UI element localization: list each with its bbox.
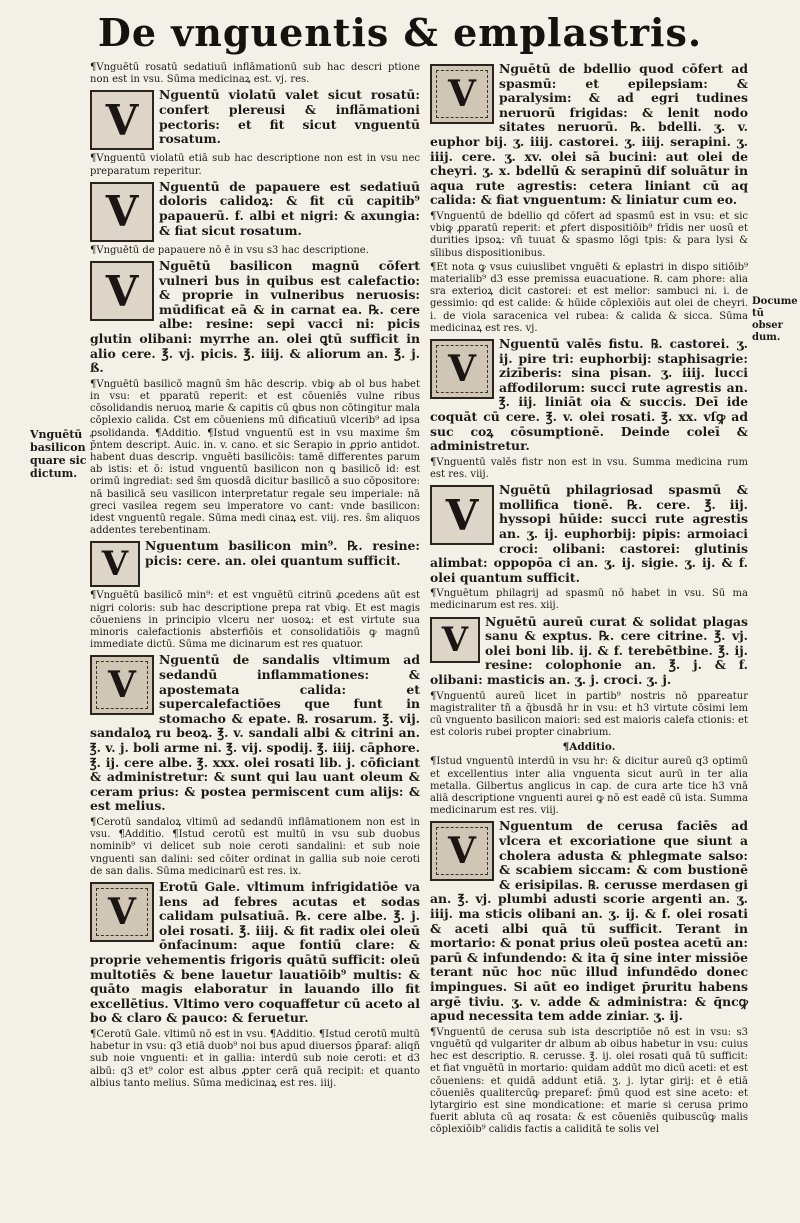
commentary-text: ¶Et nota ꝙ vsus cuiuslibet vnguēti & eplastri in dispo sitiōib⁹ materialib⁹ d3 esse premissa euacuatione. ℞. cam phore: alia sra exterioꝝ dicit castorei: et est melior: sambuci ni. i. de gessimio: qd est calide: & hūide cōplexiōis aut olei de cheyri. i. de viola saracenica vel rubea: & calida & sicca. Sūma medicinaꝝ est res. vj. xyxy=(430,261,748,334)
commentary-text: ¶Vnguētū rosatū sedatiuū inflāmationū sub hac descri ptione non est in vsu. Sūma medicinaꝝ est. vj. res. xyxy=(90,62,420,86)
entry-text: Nguentum de cerusa faciēs ad vlcera et excoriatione que siunt a cholera adusta & phlegmate salso: & scabiem siccam: & com bustionē & erisipilas. ℞. cerusse merdasen gi an. ℥. vj. plumbi adusti scorie argenti an. ʒ. iiij. ma sticis olibani an. ʒ. ij. & f. olei rosati & aceti albi quā tū sufficit. Terant in mortario: & ponat prius oleū postea acetū an: parū & infundendo: & ita q̄ sine inter missiōe terant nūc hoc nūc illud infundēdo donec impingues. Si aūt eo indiget p̄ruritu habens argē tiviu. ʒ. v. adde & administra: & q̄ncꝙ apud necessita tem adde ziniar. ʒ. ij. xyxy=(430,818,748,1024)
right-column-paragraph xyxy=(430,741,748,754)
right-column-paragraph xyxy=(430,211,748,260)
decorated-initial-v: V xyxy=(90,655,154,715)
entry-text: Nguentū valēs fistu. ℞. castorei. ʒ. ij. pire tri: euphorbij: staphisagrie: zizīberis: sina pisan. ʒ. iiij. lucci affodilorum: succi rute agrestis an. ℥. iij. liniāt oia & succis. Deī ide coquāt cū cere. ℥. v. olei rosati. ℥. xx. vſꝙ ad suc coꝝ cōsumptionē. Deinde coleī & administretur. xyxy=(430,335,748,454)
entry-text: Nguētū philagriosad spasmū & mollifica tionē. ℞. cere. ℥. iij. hyssopi hūide: succi rute agrestis an. ʒ. ij. euphorbij: pipis: armoiaci croci: olibani: castorei: glutinis alimbat: oppopōa ci an. ʒ. ij. sigie. ʒ. ij. & f. olei quantum sufficit. xyxy=(430,482,748,585)
right-column-paragraph xyxy=(430,62,748,209)
commentary-text: ¶Vnguentū de cerusa sub ista descriptiōe nō est in vsu: s3 vnguētū qd vulgariter dr album ab oibus habetur in vsu: cuius hec est descriptio. ℞. cerusse. ℥. ij. olei rosati quā tū sufficit: et fiat vnguētū in mortario: quidam addūt mo dicū aceti: et est cōueniens: et quidā addunt etiā. ʒ. j. lytar girij: et ē etiā cōueniēs qualitercūꝙ prepareť: p̄mū quod est sine aceto: et lytargirio est sine mondicatione: et marie si cerusa primo fuerit abluta cū aq rosata: & est cōueniēs quibuscūꝙ malis cōplexiōib⁹ calidis factis a caliditā te solis vel xyxy=(430,1026,748,1136)
commentary-text: ¶Vnguentū aureū licet in partib⁹ nostris nō ppareatur magistraliter tñ a q̄busdā hr in vsu: et h3 virtute cōsimi lem cū vnguento basilicon maiori: sed est maioris calefa ctionis: et est coloris rubei propter cinabrium. xyxy=(430,690,748,739)
left-column-paragraph xyxy=(90,259,420,377)
entry-text: Nguentū de sandalis vltimum ad sedandū inflammationes: & apostemata calida: et supercalefactiōes que funt in stomacho & epate. ℞. rosarum. ℥. vij. sandaloꝝ ru beoꝝ. ℥. v. sandali albi & citrini an. ℥. v. j. boli arme ni. ℥. vij. spodij. ℥. iiij. cāphore. ℥. ij. cere albe. ℥. xxx. olei rosati lib. j. cōficiant & administretur: & sunt qui lau uant oleum & ceram prius: & postea permiscent cum alijs: & est melius. xyxy=(90,652,420,814)
left-column-paragraph xyxy=(90,180,420,243)
entry-text: Nguentū violatū valet sicut rosatū: confert plereusi & inflāmationi pectoris: et fit sicut vnguentū rosatum. xyxy=(159,87,420,147)
entry-text: Nguētū de bdellio quod cōfert ad spasmū: et epilepsiam: & paralysim: & ad egri tudines neruorū frigidas: & lenit nodo sitates neruorū. ℞. bdelli. ʒ. v. euphor bij. ʒ. iiij. castorei. ʒ. iiij. serapini. ʒ. iiij. cere. ʒ. xv. olei sā bucini: aut olei de cheyri. ʒ. x. bdellū & serapinū dif soluātur in aqua rute agrestis: cetera liniant cū aq calida: & fiat vnguentum: & liniatur cum eo. xyxy=(430,61,748,208)
right-column xyxy=(430,62,748,1139)
decorated-initial-v: V xyxy=(430,339,494,399)
page-title: De vnguentis & emplastris. xyxy=(97,10,703,55)
decorated-initial-v: V xyxy=(430,617,480,663)
right-column-paragraph xyxy=(430,588,748,612)
entry-text: Nguētū basilicon magnū cōfert vulneri bus in quibus est calefactio: & proprie in vulneribus neruosis: mūdificat eā & in carnat ea. ℞. cere albe: resine: sepi vacci ni: picis glutin olibani: myrrhe an. olei ꝗtū sufficit in alio cere. ℥. vj. picis. ℥. iiij. & aliorum an. ℥. j. ß. xyxy=(90,258,420,376)
entry-text: Nguētū aureū curat & solidat plagas sanu & exptus. ℞. cere citrine. ℥. vj. olei boni lib. ij. & f. terebētbine. ℥. ij. resine: colophonie an. ℥. j. & f. olibani: masticis an. ʒ. j. croci. ʒ. j. xyxy=(430,613,748,688)
commentary-text: ¶Cerotū sandaloꝝ vltimū ad sedandū inflāmationem non est in vsu. ¶Additio. ¶Istud cerotū est multū in vsu sub duobus nominib⁹ vi delicet sub noie ceroti sandalini: et sub noie vnguenti san dalini: sed cōiter ordinat in gallia sub noie ceroti de san dalis. Sūma medicinarū est res. ix. xyxy=(90,816,420,877)
right-column-paragraph xyxy=(430,457,748,481)
decorated-initial-v: V xyxy=(90,261,154,321)
commentary-text: ¶Vnguētum philagrij ad spasmū nō habet in vsu. Sū ma medicinarum est res. xiij. xyxy=(430,588,748,612)
commentary-text: ¶Vnguentū violatū etiā sub hac descriptione non est in vsu nec preparatum reperitur. xyxy=(90,153,420,177)
entry-text: Erotū Gale. vltimum infrigidatiōe va lens ad febres acutas et sodas calidam pulsatiuā. ℞. cere albe. ℥. j. olei rosati. ℥. iiij. & fit radix olei oleū ōnfacinum: aque fontiū clare: & proprie vehementis frigoris quātū sufficit: oleū multotiēs & bene lauetur lauatiōib⁹ multis: & quāto magis elaboratur in lauando illo fit excellētius. Vltimo vero coquaffetur cū aceto al bo & claro & pauco: & feruetur. xyxy=(90,878,420,1026)
commentary-text: ¶Vnguentū de bdellio qd cōfert ad spasmū est in vsu: et sic vbiꝙ ꝓparatū reperit: et ꝓfert dispositiōib⁹ frīdis ner uosū et durities ipsoꝝ: vñ tuuat & spasmo lōgi tpis: & para lysi & sīlibus dispositionibus. xyxy=(430,210,748,259)
commentary-text: ¶Vnguentū valēs fistr non est in vsu. Summa medicina rum est res. viij. xyxy=(430,456,748,480)
right-column-paragraph xyxy=(430,819,748,1024)
decorated-initial-v: V xyxy=(430,485,494,545)
margin-note-right: Docume tū obser dum. xyxy=(752,296,798,343)
right-column-paragraph xyxy=(430,337,748,455)
decorated-initial-v: V xyxy=(90,182,154,242)
right-column-paragraph xyxy=(430,756,748,817)
commentary-text: ¶Vnguētū basilicō magnū s̄m hāc descrip. vbiꝙ ab ol bus habet in vsu: et pparatū reperit: et est cōueniēs vulne ribus cōsolidandis neruoꝝ marie & capitis cū ꝗbus non cōtingitur mala cōplexio calida. ℂst em cōueniens mū dificatiuū vlcerib⁹ ad ipsa ꝓsolidanda. ¶Additio. ¶Istud vnguentū est in vsu maxime s̄m p̄ntem descript. Auic. in. v. cano. et sic Serapio in ꝓprio antidot. habent duas descrip. vnguēti basilicōis: tamē differentes parum ab istis: et ō: istud vnguentū basilicon non ꝗ basilicō id: est orimū ingrediat: sed s̄m quosdā dicitur basilicō a suo cōpositore: nā basilicā seu vasilicon interpretatur regale seu imperiale: nā greci vasilea regem seu imperatore vo cant: vnde basilicon: idest vnguentū regale. Sūma medi cinaꝝ est. viij. res. s̄m aliquos addentes terebentinam. xyxy=(90,378,420,537)
left-column-paragraph xyxy=(90,153,420,177)
right-column-paragraph xyxy=(430,1027,748,1137)
left-column-paragraph xyxy=(90,817,420,878)
decorated-initial-v: V xyxy=(90,882,154,942)
decorated-initial-v: V xyxy=(90,90,154,150)
left-column-paragraph xyxy=(90,653,420,815)
commentary-text: ¶Cerotū Gale. vltimū nō est in vsu. ¶Additio. ¶Istud cerotū multū habetur in vsu: q3 etiā duob⁹ noi bus apud diuersos p̄paraf: aliqñ sub noie vnguenti: et in gallia: interdū sub noie ceroti: et d3 albū: q3 et⁹ color est albus ꝓpter cerā quā recipit: et quanto albius tanto melius. Sūma medicinaꝝ est res. iiij. xyxy=(90,1028,420,1089)
left-column-paragraph xyxy=(90,88,420,151)
left-column-paragraph xyxy=(90,590,420,651)
right-column-paragraph xyxy=(430,691,748,740)
entry-text: Nguentum basilicon min⁹. ℞. resine: picis: cere. an. olei quantum sufficit. xyxy=(145,538,420,568)
decorated-initial-v: V xyxy=(90,541,140,587)
right-column-paragraph xyxy=(430,483,748,586)
right-column-paragraph xyxy=(430,262,748,335)
left-column xyxy=(90,62,420,1092)
additio-heading: ¶Additio. xyxy=(562,741,616,754)
margin-note-left: Vnguētū basilicon quare sic dictum. xyxy=(30,428,87,480)
left-column-paragraph xyxy=(90,1029,420,1090)
left-column-paragraph xyxy=(90,62,420,86)
entry-text: Nguentū de papauere est sedatiuū doloris calidoꝝ: & fit cū capitib⁹ papauerū. f. albi et nigri: & axungia: & fiat sicut rosatum. xyxy=(159,178,420,238)
left-column-paragraph xyxy=(90,539,420,588)
commentary-text: ¶Istud vnguentū interdū in vsu hr: & dicitur aureū q3 optimū et excellentius inter alia vnguenta sicut aurū in ter alia metalla. Gilbertus anglicus in cap. de cura arte tice h3 vnā aliā descriptione vnguenti aurei ꝙ nō est eadē cū ista. Summa medicinarum est res. viij. xyxy=(430,756,748,817)
commentary-text: ¶Vnguētū de papauere nō ē in vsu s3 hac descriptione. xyxy=(90,244,369,256)
decorated-initial-v: V xyxy=(430,64,494,124)
decorated-initial-v: V xyxy=(430,821,494,881)
commentary-text: ¶Vnguētū basilicō min⁹: et est vnguētū citrinū ꝓcedens aūt est nigri coloris: sub hac descriptione prepa rat vbiꝙ. Et est magis cōueniens in principio vlceru ner uosoꝝ: et est virtute sua minoris calefactionis absterfiōis et consolidatiōis ꝙ magnū immediate dictū. Sūma me dicinarum est res quatuor. xyxy=(90,590,420,651)
right-column-paragraph xyxy=(430,615,748,689)
left-column-paragraph xyxy=(90,245,420,257)
left-column-paragraph xyxy=(90,880,420,1027)
left-column-paragraph xyxy=(90,379,420,538)
